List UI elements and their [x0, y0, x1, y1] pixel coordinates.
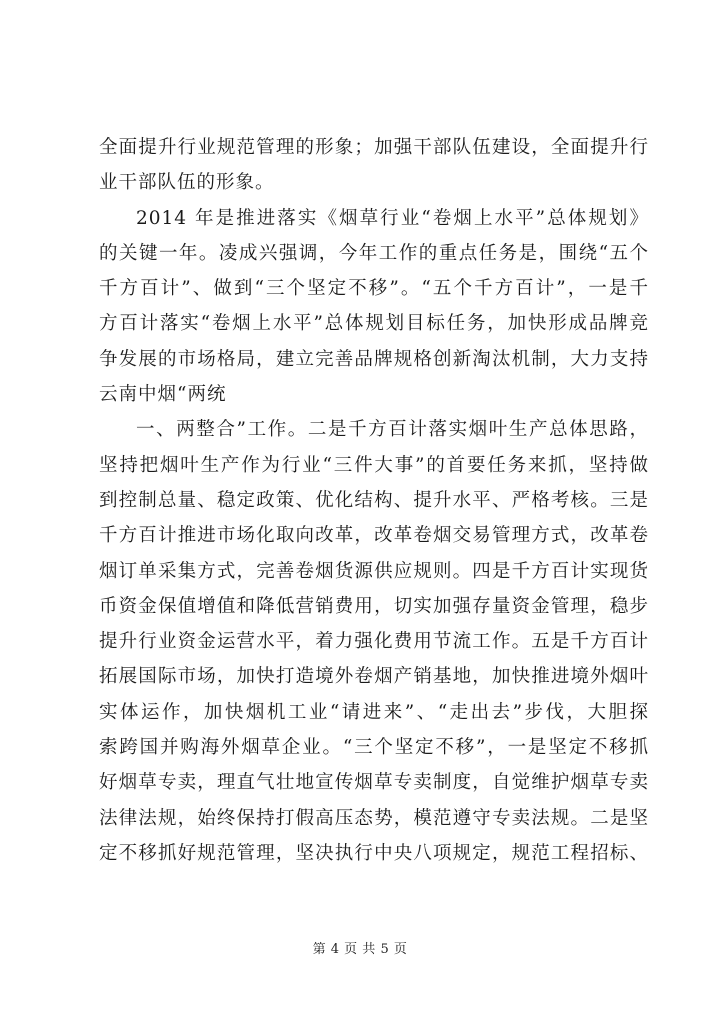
paragraph-1	[99, 130, 649, 201]
text-line: 提升行业资金运营水平，着力强化费用节流工作。五是千方百计	[99, 631, 649, 653]
text-line: 拓展国际市场，加快打造境外卷烟产销基地，加快推进境外烟叶	[99, 666, 649, 688]
paragraph-3	[99, 412, 649, 871]
paragraph-2	[99, 201, 649, 413]
text-line: 币资金保值增值和降低营销费用，切实加强存量资金管理，稳步	[99, 595, 649, 617]
text-line: 方百计落实“卷烟上水平”总体规划目标任务，加快形成品牌竞	[99, 313, 649, 335]
text-line: 法律法规，始终保持打假高压态势，模范遵守专卖法规。二是坚	[99, 807, 649, 829]
text-line: 一、两整合”工作。二是千方百计落实烟叶生产总体思路，	[136, 419, 649, 441]
text-line: 到控制总量、稳定政策、优化结构、提升水平、严格考核。三是	[99, 489, 649, 511]
text-line: 索跨国并购海外烟草企业。“三个坚定不移”，一是坚定不移抓	[99, 737, 649, 759]
text-line: 实体运作，加快烟机工业“请进来”、“走出去”步伐，大胆探	[99, 701, 649, 723]
page-number: 第 4 页 共 5 页	[312, 942, 408, 957]
text-line: 业干部队伍的形象。	[99, 172, 275, 194]
page-footer	[0, 938, 720, 957]
text-line: 云南中烟“两统	[99, 384, 227, 406]
text-line: 好烟草专卖，理直气壮地宣传烟草专卖制度，自觉维护烟草专卖	[99, 772, 649, 794]
text-line: 烟订单采集方式，完善卷烟货源供应规则。四是千方百计实现货	[99, 560, 649, 582]
text-line: 的关键一年。凌成兴强调，今年工作的重点任务是，围绕“五个	[99, 242, 649, 264]
text-line: 坚持把烟叶生产作为行业“三件大事”的首要任务来抓，坚持做	[99, 454, 649, 476]
text-line: 2014 年是推进落实《烟草行业“卷烟上水平”总体规划》	[136, 207, 649, 229]
document-body	[99, 130, 649, 871]
text-line: 全面提升行业规范管理的形象；加强干部队伍建设，全面提升行	[99, 137, 649, 158]
text-line: 千方百计”、做到“三个坚定不移”。“五个千方百计”，一是千	[99, 278, 649, 300]
text-line: 定不移抓好规范管理，坚决执行中央八项规定，规范工程招标、	[99, 842, 649, 864]
text-line: 争发展的市场格局，建立完善品牌规格创新淘汰机制，大力支持	[99, 348, 649, 370]
text-line: 千方百计推进市场化取向改革，改革卷烟交易管理方式，改革卷	[99, 525, 649, 547]
